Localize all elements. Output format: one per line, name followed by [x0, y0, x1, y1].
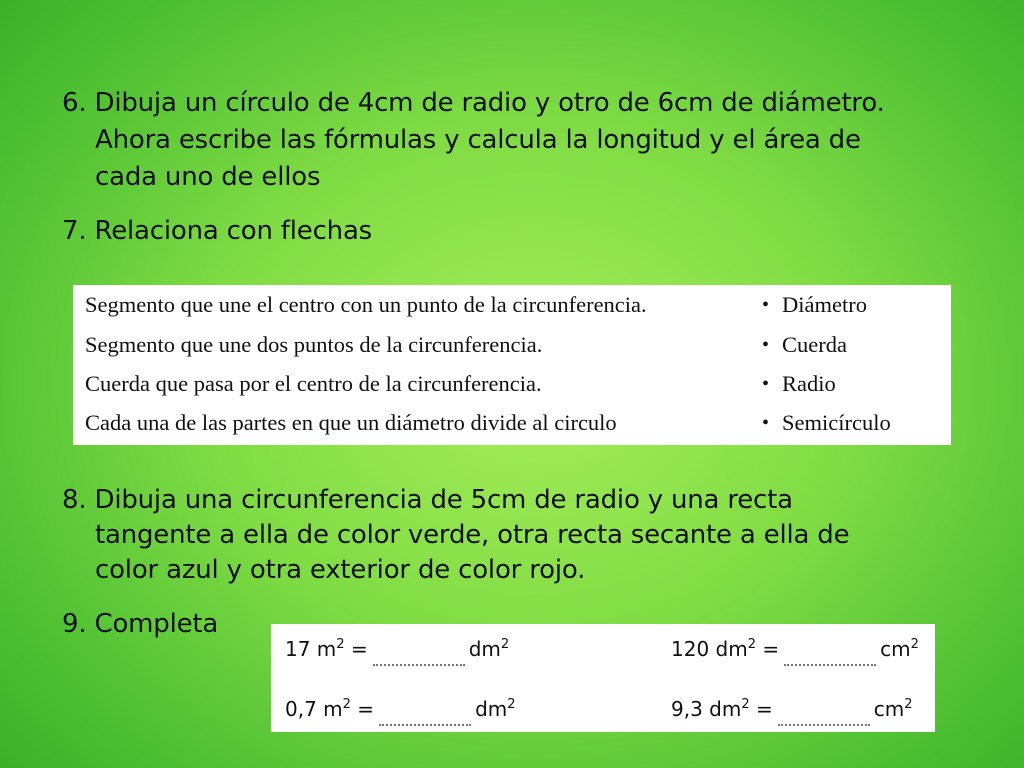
exponent: 2: [507, 697, 516, 712]
matching-table: [73, 285, 951, 445]
conversion-item: [671, 632, 919, 666]
conversion-item: [285, 692, 516, 726]
exercise-6-line-1: [62, 85, 982, 122]
exponent: 2: [500, 637, 510, 652]
bullet-icon: •: [762, 294, 770, 316]
matching-term[interactable]: Diámetro: [782, 292, 867, 317]
exercise-9: [62, 606, 218, 643]
conversion-value: 120 dm: [671, 637, 748, 661]
exponent: 2: [747, 637, 756, 652]
exercise-6-line-3: cada uno de ellos: [95, 162, 321, 192]
exercise-9-number: 9.: [62, 609, 87, 639]
exercise-7: [62, 213, 372, 250]
exercise-8-line-1: [62, 483, 942, 518]
matching-term[interactable]: Radio: [782, 371, 836, 396]
conversion-item: [285, 632, 509, 666]
exercise-8-line-2: tangente a ella de color verde, otra recta secante a ella de: [95, 520, 850, 550]
exercise-8: [62, 483, 942, 588]
matching-description[interactable]: Segmento que une dos puntos de la circunferencia.: [85, 332, 543, 357]
exercise-8-text: Dibuja una circunferencia de 5cm de radio y una recta: [94, 485, 793, 515]
matching-term[interactable]: Semicírculo: [782, 410, 891, 435]
equals-sign: =: [357, 697, 375, 721]
exercise-6-number: 6.: [62, 88, 87, 118]
target-unit: dm: [475, 697, 508, 721]
exercise-8-line-3: color azul y otra exterior de color rojo.: [95, 555, 586, 585]
exponent: 2: [741, 697, 750, 712]
matching-row: [85, 287, 945, 327]
answer-blank[interactable]: [784, 640, 876, 666]
matching-description[interactable]: Cuerda que pasa por el centro de la circunferencia.: [85, 371, 542, 396]
bullet-icon: •: [762, 412, 770, 434]
exercise-9-text: Completa: [94, 609, 219, 639]
exponent: 2: [904, 697, 913, 712]
bullet-icon: •: [762, 334, 770, 356]
equals-sign: =: [762, 637, 780, 661]
answer-blank[interactable]: [379, 700, 471, 726]
conversion-table: [271, 624, 935, 732]
matching-row: [85, 366, 945, 406]
equals-sign: =: [350, 637, 368, 661]
exercise-8-number: 8.: [62, 485, 87, 515]
exponent: 2: [342, 697, 351, 712]
exercise-6-text: Dibuja un círculo de 4cm de radio y otro de 6cm de diámetro.: [94, 88, 885, 118]
conversion-value: 9,3 dm: [671, 697, 742, 721]
exercise-7-text: Relaciona con flechas: [94, 216, 373, 246]
conversion-item: [671, 692, 913, 726]
target-unit: dm: [468, 637, 501, 661]
exercise-6-line-2: Ahora escribe las fórmulas y calcula la longitud y el área de: [95, 125, 861, 155]
matching-term[interactable]: Cuerda: [782, 332, 847, 357]
exercise-7-number: 7.: [62, 216, 87, 246]
answer-blank[interactable]: [373, 640, 465, 666]
conversion-value: 0,7 m: [285, 697, 343, 721]
conversion-value: 17 m: [285, 637, 337, 661]
bullet-icon: •: [762, 373, 770, 395]
target-unit: cm: [880, 637, 911, 661]
exponent: 2: [910, 637, 919, 652]
matching-description[interactable]: Cada una de las partes en que un diámetro divide al circulo: [85, 410, 617, 435]
exercise-6: [62, 85, 982, 196]
target-unit: cm: [873, 697, 905, 721]
matching-row: [85, 405, 945, 445]
matching-description[interactable]: Segmento que une el centro con un punto de la circunferencia.: [85, 292, 647, 317]
answer-blank[interactable]: [778, 700, 870, 726]
equals-sign: =: [755, 697, 773, 721]
matching-row: [85, 327, 945, 367]
exponent: 2: [336, 637, 345, 652]
